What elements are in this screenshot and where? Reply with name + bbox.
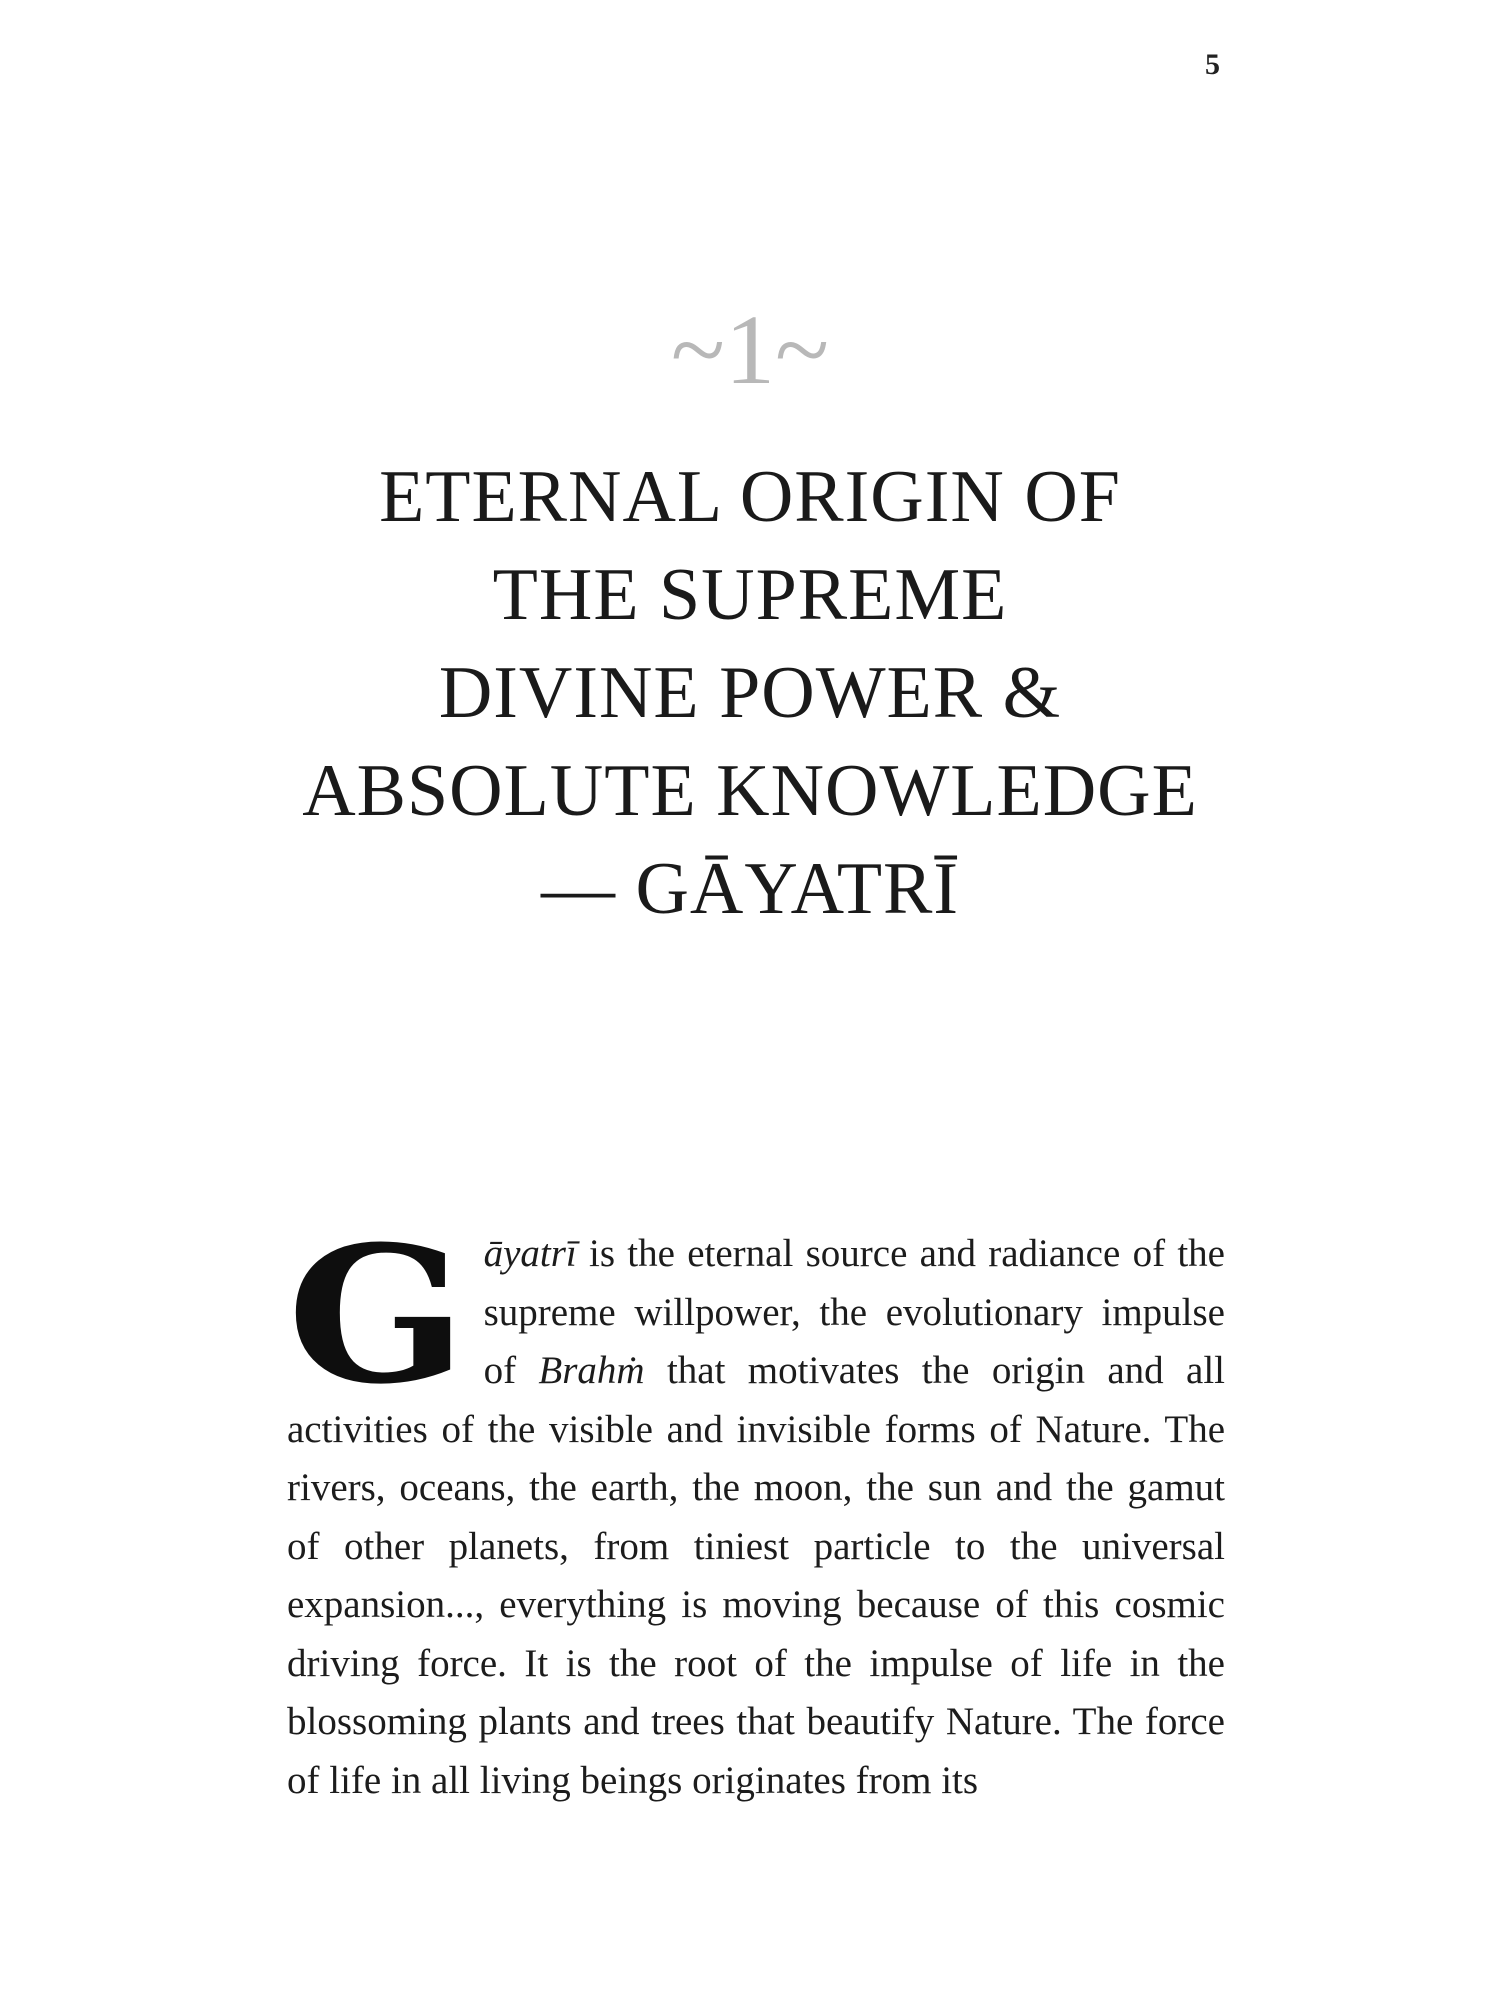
chapter-title-line: DIVINE POWER &	[438, 652, 1062, 734]
body-text-part: that motivates the origin and all activities of the visible and invisible forms of Nature. The rivers, oceans, the earth, the moon, the sun and the gamut of other planets, from tiniest particle to the universal expansion..., everything is moving because of this cosmic driving force. It is the root of the impulse of life in the blossoming plants and trees that beautify Nature. The force of life in all living beings originates from its	[287, 1349, 1225, 1802]
chapter-title-line: — GĀYATRĪ	[540, 848, 960, 930]
chapter-title-line: THE SUPREME	[492, 554, 1008, 636]
chapter-title-line: ABSOLUTE KNOWLEDGE	[302, 750, 1198, 832]
body-text-part: is the eternal source and radiance of the supreme willpower, the evolutionary impulse of	[483, 1232, 1225, 1392]
chapter-title-line: ETERNAL ORIGIN OF	[379, 456, 1121, 538]
body-paragraph	[287, 1205, 1225, 1810]
italic-term: Brahṁ	[538, 1349, 645, 1392]
chapter-title	[200, 448, 1300, 938]
drop-cap: G	[287, 1205, 467, 1426]
page-number: 5	[1205, 48, 1220, 81]
chapter-marker: ~1~	[670, 294, 830, 405]
lead-word: āyatrī	[483, 1232, 577, 1275]
